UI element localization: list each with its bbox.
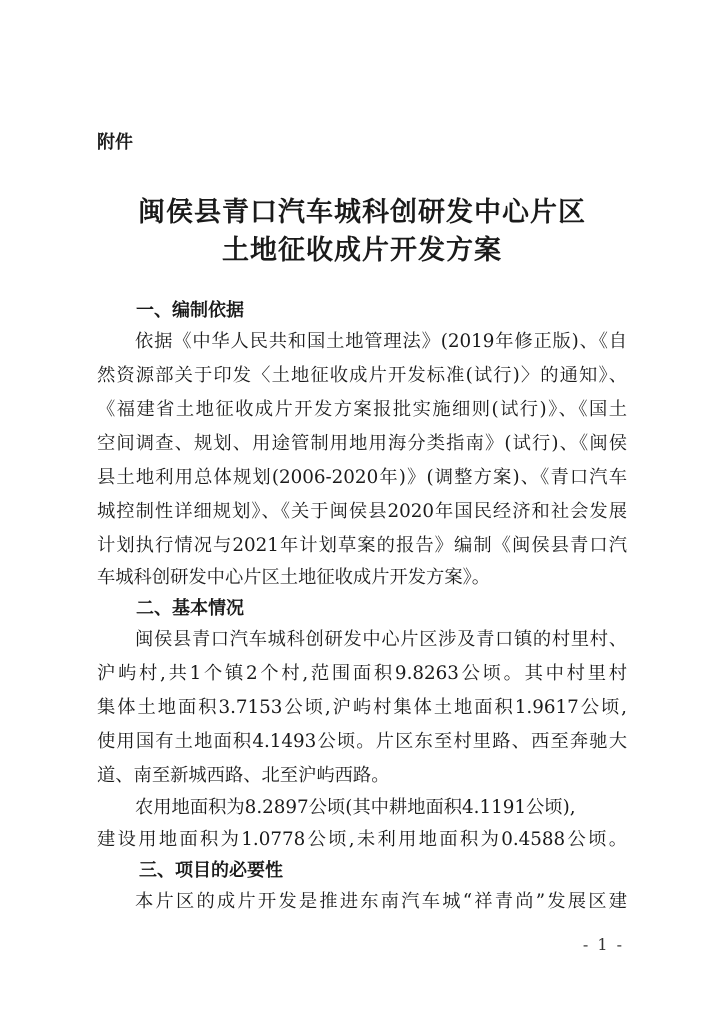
- page-number-text: - 1 -: [582, 935, 624, 954]
- paragraph-line: 车城科创研发中心片区土地征收成片开发方案》。: [97, 567, 491, 588]
- paragraph-line: 然资源部关于印发〈土地征收成片开发标准(试行)〉的通知》、: [97, 365, 627, 386]
- section-heading-necessity: 三、项目的必要性: [139, 860, 283, 881]
- document-title-line-2: 土地征收成片开发方案: [222, 235, 502, 266]
- paragraph-line: 城控制性详细规划》、《关于闽侯县2020年国民经济和社会发展: [97, 501, 627, 522]
- paragraph-line: 计划执行情况与2021年计划草案的报告》编制《闽侯县青口汽: [97, 535, 627, 556]
- paragraph-line: 本片区的成片开发是推进东南汽车城“祥青尚”发展区建: [135, 891, 627, 912]
- document-title-line-1: 闽侯县青口汽车城科创研发中心片区: [138, 197, 586, 228]
- paragraph-line: 农用地面积为8.2897公顷(其中耕地面积4.1191公顷),: [135, 797, 576, 818]
- page-number: [0, 935, 724, 954]
- paragraph-line: 县土地利用总体规划(2006-2020年)》(调整方案)、《青口汽车: [97, 467, 627, 488]
- paragraph-line: 空间调查、规划、用途管制用地用海分类指南》(试行)、《闽侯: [97, 433, 627, 454]
- section-heading-basis: 一、编制依据: [136, 300, 244, 321]
- attachment-label: 附件: [97, 132, 133, 153]
- paragraph-line: 沪屿村,共1个镇2个村,范围面积9.8263公顷。其中村里村: [97, 663, 627, 684]
- paragraph-line: 道、南至新城西路、北至沪屿西路。: [97, 765, 390, 786]
- section-heading-basic-info: 二、基本情况: [136, 598, 244, 619]
- paragraph-line: 使用国有土地面积4.1493公顷。片区东至村里路、西至奔驰大: [97, 731, 627, 752]
- paragraph-line: 依据《中华人民共和国土地管理法》(2019年修正版)、《自: [135, 331, 627, 352]
- paragraph-line: 《福建省土地征收成片开发方案报批实施细则(试行)》、《国土: [97, 399, 627, 420]
- paragraph-line: 建设用地面积为1.0778公顷,未利用地面积为0.4588公顷。: [97, 829, 627, 850]
- paragraph-line: 集体土地面积3.7153公顷,沪屿村集体土地面积1.9617公顷,: [97, 697, 627, 718]
- paragraph-line: 闽侯县青口汽车城科创研发中心片区涉及青口镇的村里村、: [135, 629, 627, 650]
